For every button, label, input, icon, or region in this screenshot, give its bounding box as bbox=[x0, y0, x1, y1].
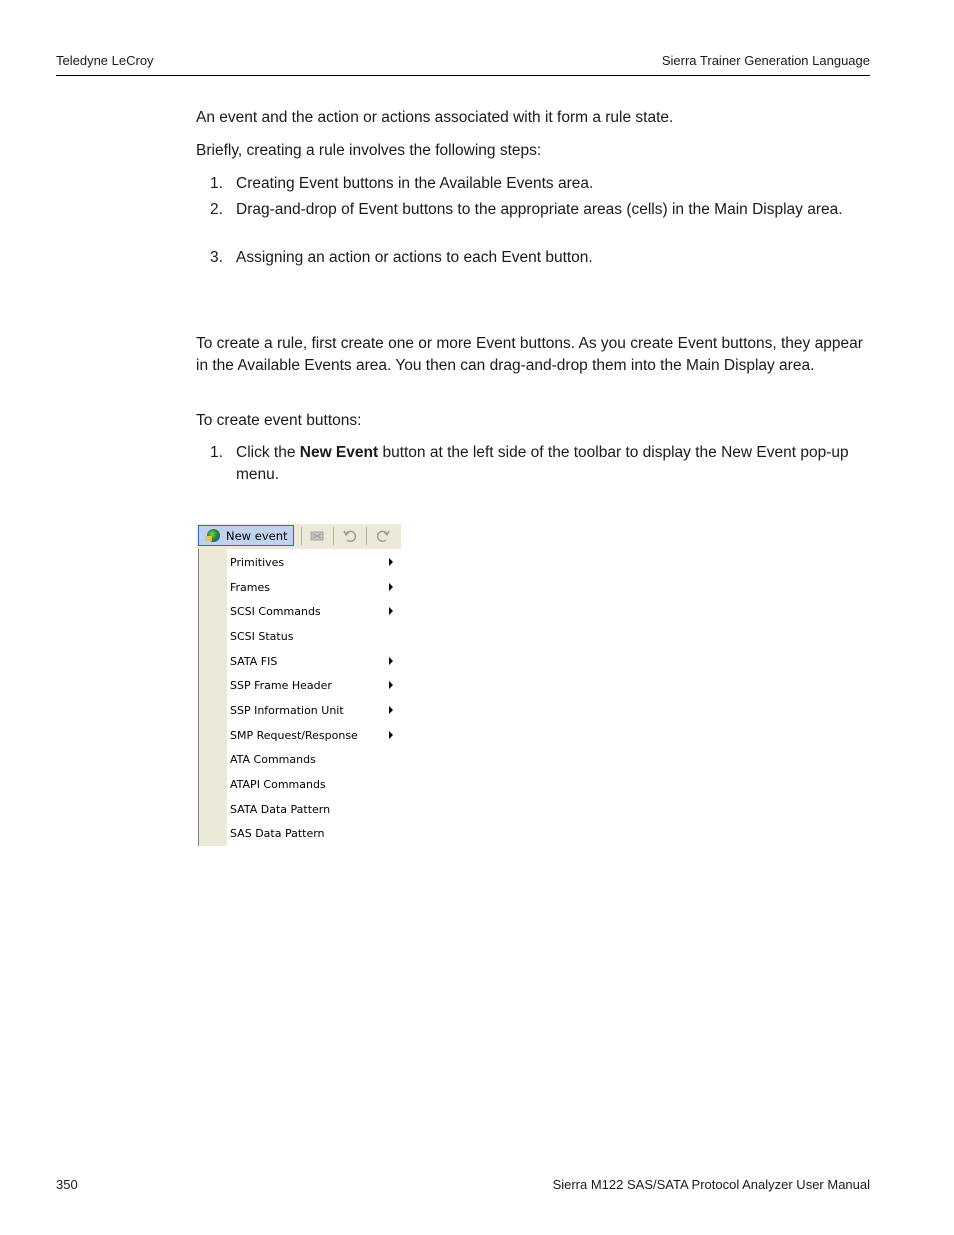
list-item bbox=[196, 247, 872, 269]
step-text-bold: New Event bbox=[299, 444, 379, 461]
menu-item-label: SATA Data Pattern bbox=[230, 802, 331, 816]
menu-item-sata-data-pattern[interactable] bbox=[230, 797, 395, 821]
menu-item-label: SSP Frame Header bbox=[230, 678, 332, 692]
list-text: Drag-and-drop of Event buttons to the appropriate areas (cells) in the Main Display area. bbox=[236, 201, 843, 218]
submenu-arrow-icon bbox=[389, 681, 393, 689]
page-footer bbox=[56, 1177, 870, 1192]
list-item bbox=[196, 173, 872, 195]
step-text-pre: Click the bbox=[236, 444, 300, 461]
menu-item-label: Primitives bbox=[230, 555, 285, 569]
menu-item-atapi-commands[interactable] bbox=[230, 772, 395, 796]
new-event-menu-screenshot bbox=[197, 524, 401, 846]
new-event-icon bbox=[207, 529, 220, 542]
list-text bbox=[236, 442, 872, 486]
menu-item-label: ATAPI Commands bbox=[230, 777, 326, 791]
disabled-event-icon[interactable] bbox=[309, 528, 325, 544]
paragraph-create-rule: To create a rule, first create one or more Event buttons. As you create Event buttons, they appear in the Available Events area. You then can drag-and-drop them into the Main Display area. bbox=[196, 335, 863, 374]
submenu-arrow-icon bbox=[389, 731, 393, 739]
submenu-arrow-icon bbox=[389, 607, 393, 615]
list-number: 2. bbox=[210, 201, 223, 218]
list-text: Creating Event buttons in the Available Events area. bbox=[236, 175, 594, 192]
menu-item-label: SMP Request/Response bbox=[230, 728, 358, 742]
paragraph-rule-state: An event and the action or actions associated with it form a rule state. bbox=[196, 109, 674, 126]
page-header bbox=[56, 53, 870, 76]
new-event-label: New event bbox=[226, 528, 288, 543]
footer-title: Sierra M122 SAS/SATA Protocol Analyzer User Manual bbox=[552, 1177, 870, 1192]
list-number: 3. bbox=[210, 249, 223, 266]
list-number: 1. bbox=[210, 175, 223, 192]
toolbar-separator bbox=[366, 527, 367, 545]
page-number: 350 bbox=[56, 1177, 78, 1192]
menu-item-label: SATA FIS bbox=[230, 654, 278, 668]
header-left: Teledyne LeCroy bbox=[56, 53, 154, 68]
list-text: Assigning an action or actions to each Event button. bbox=[236, 249, 593, 266]
menu-item-scsi-commands[interactable] bbox=[230, 599, 395, 623]
menu-item-label: Frames bbox=[230, 580, 271, 594]
list-item bbox=[196, 442, 872, 486]
menu-item-ssp-frame-header[interactable] bbox=[230, 673, 395, 697]
menu-item-label: SAS Data Pattern bbox=[230, 826, 325, 840]
submenu-arrow-icon bbox=[389, 558, 393, 566]
new-event-button[interactable] bbox=[198, 525, 294, 546]
menu-item-smp-request-response[interactable] bbox=[230, 723, 395, 747]
menu-item-label: SCSI Commands bbox=[230, 604, 321, 618]
menu-item-frames[interactable] bbox=[230, 575, 395, 599]
undo-icon[interactable] bbox=[342, 528, 358, 544]
menu-item-ata-commands[interactable] bbox=[230, 747, 395, 771]
redo-icon[interactable] bbox=[375, 528, 391, 544]
menu-item-ssp-information-unit[interactable] bbox=[230, 698, 395, 722]
step-text-post: button at the left side of the toolbar to display the New Event pop-up menu. bbox=[236, 444, 849, 483]
menu-edge bbox=[398, 549, 401, 846]
toolbar-separator bbox=[301, 527, 302, 545]
header-right: Sierra Trainer Generation Language bbox=[661, 53, 870, 68]
menu-item-label: SCSI Status bbox=[230, 629, 294, 643]
menu-item-sas-data-pattern[interactable] bbox=[230, 821, 395, 845]
menu-item-primitives[interactable] bbox=[230, 550, 395, 574]
submenu-arrow-icon bbox=[389, 706, 393, 714]
submenu-arrow-icon bbox=[389, 583, 393, 591]
menu-gutter bbox=[199, 549, 227, 846]
toolbar-separator bbox=[333, 527, 334, 545]
paragraph-create-buttons-intro: To create event buttons: bbox=[196, 412, 362, 429]
list-number: 1. bbox=[210, 444, 223, 461]
menu-item-scsi-status[interactable] bbox=[230, 624, 395, 648]
menu-item-sata-fis[interactable] bbox=[230, 649, 395, 673]
menu-item-label: ATA Commands bbox=[230, 752, 316, 766]
toolbar bbox=[197, 524, 401, 549]
paragraph-steps-intro: Briefly, creating a rule involves the following steps: bbox=[196, 142, 542, 159]
list-item bbox=[196, 199, 872, 221]
menu-item-label: SSP Information Unit bbox=[230, 703, 344, 717]
submenu-arrow-icon bbox=[389, 657, 393, 665]
